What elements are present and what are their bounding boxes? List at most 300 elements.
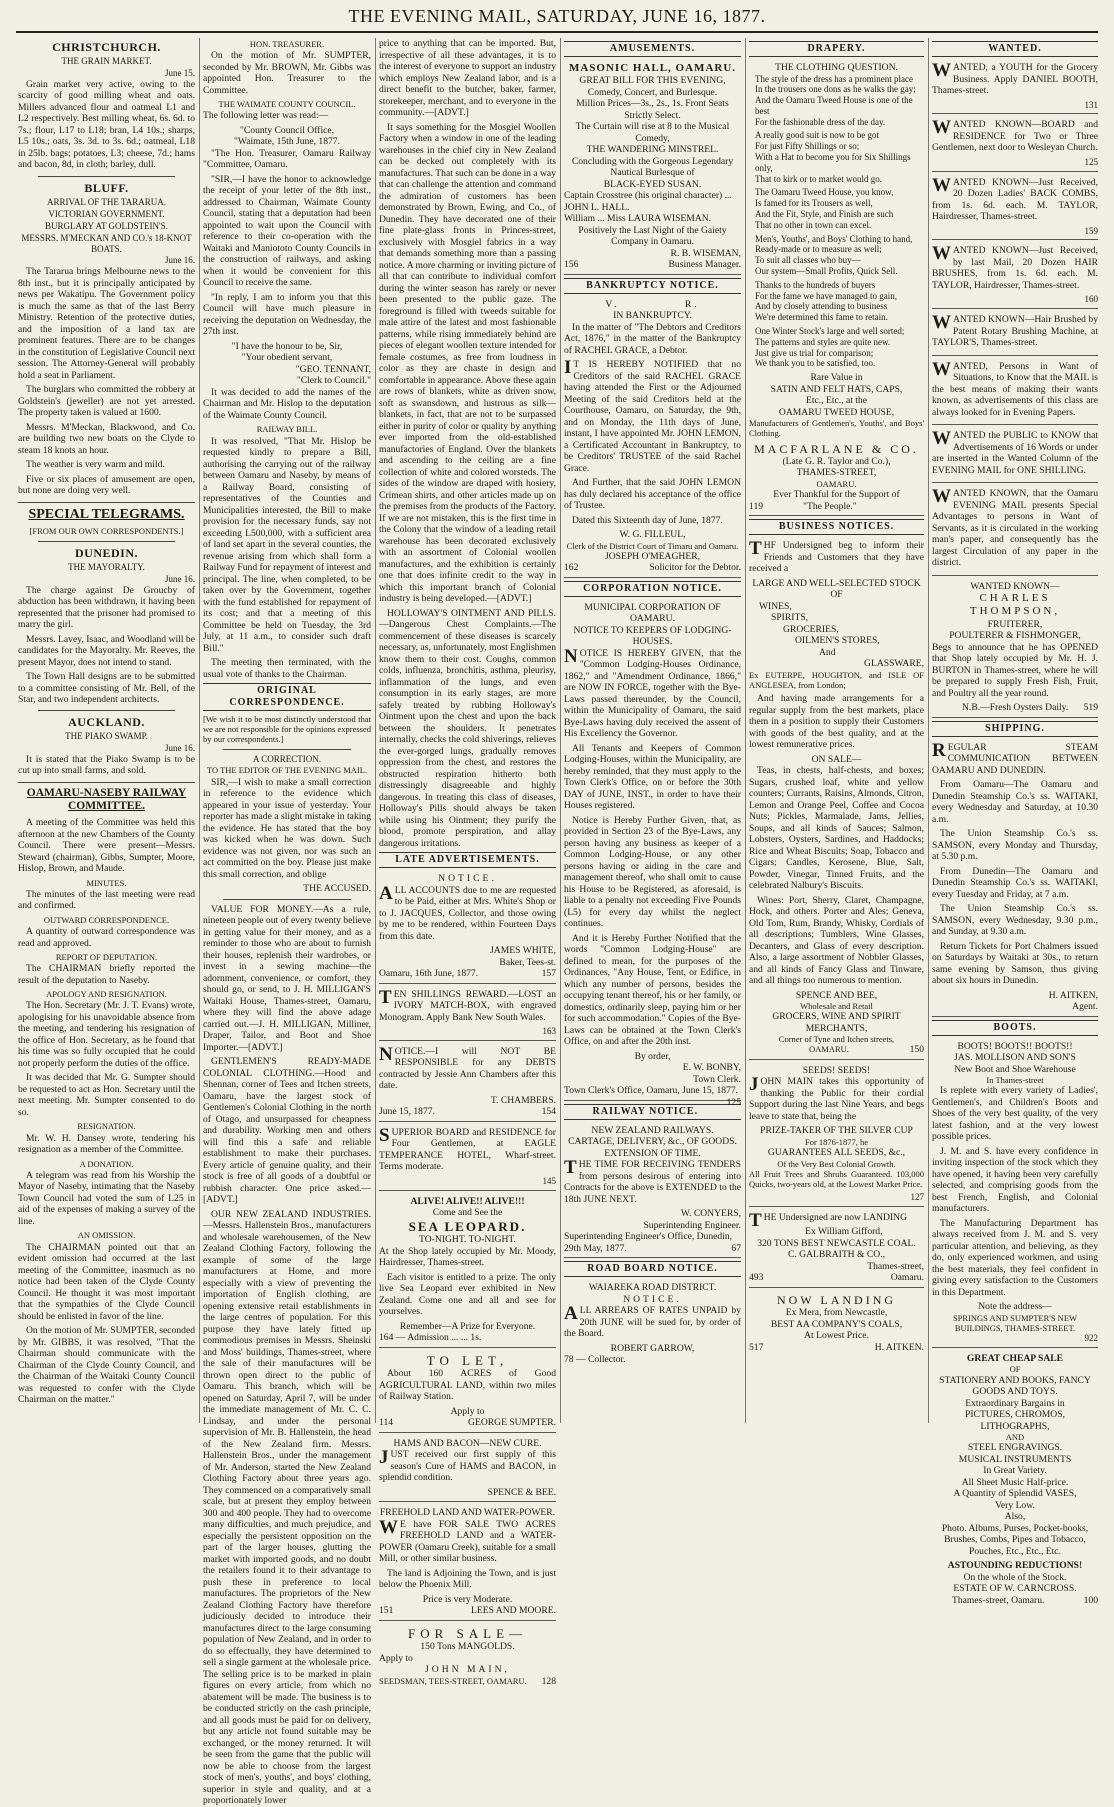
ad-heading: STATIONERY AND BOOKS, FANCY GOODS AND TOYS. (939, 1374, 1091, 1398)
ad-text: The land is Adjoining the Town, and is just below the Phoenix Mill. (379, 1567, 556, 1591)
paragraph: A telegram was read from his Worship the Mayor of Naseby, intimating that the Naseby Town Council had voted the sum of L25 in aid of the expenses of making a survey of the line. (18, 1169, 195, 1227)
column-divider (928, 38, 929, 1423)
ad-heading: HAMS AND BACON—NEW CURE. (393, 1437, 542, 1449)
ad-heading: NOTICE. (623, 1293, 682, 1305)
section-heading: BANKRUPTCY NOTICE. (564, 278, 741, 294)
ad-line: On the whole of the Stock. (963, 1571, 1067, 1583)
ad-signature-row (379, 1676, 556, 1688)
paragraph: The burglars who committed the robbery at Goldstein's (jeweller) are not yet arrested. The property taken is valued at 1600. (18, 384, 195, 419)
ad-date-text: June 15, 1877. (379, 1106, 435, 1118)
ad-signature: Clerk of the District Court of Timaru and Oamaru. (566, 540, 739, 551)
advertisement (749, 1210, 924, 1288)
paragraph: Grain market very active, owing to the scarcity of good milling wheat and oats. Millers advanced flour and oatmeal L1 and L2 respectively. Best milling wheat, 6s. 6d. to 7s.; flour, L17 to L18; bran, L4 10s.; sharps, L5 10s.; oats, 3s. 3d. to 3s. 6d.; oatmeal, L18 in 25lb. bags; potatoes, L3; cheese, 7d.; hams and bacon, 8d, in cloth; barley, dull. (18, 78, 195, 171)
ad-heading: ALIVE! ALIVE!! ALIVE!!! (410, 1195, 525, 1207)
ad-text: At the Shop lately occupied by Mr. Moody, Hairdresser, Thames-street. (379, 1245, 556, 1269)
ad-number: 114 (379, 1417, 394, 1429)
divider (38, 710, 175, 711)
ad-line: Rare Value in (810, 372, 863, 384)
ad-text: The Union Steamship Co.'s ss. SAMSON, every Wednesday, 9.30 p.m., and Sunday, at 9.30 a.m. (932, 903, 1098, 938)
ad-line: GREAT BILL FOR THIS EVENING, (579, 75, 726, 87)
ad-signature-row (379, 1417, 556, 1429)
subheading: ARRIVAL OF THE TARARUA. (47, 197, 166, 208)
ad-heading: BOOTS! BOOTS!! BOOTS!! (957, 1040, 1073, 1052)
paragraph: OUR NEW ZEALAND INDUSTRIES.—Messrs. Hallenstein Bros., manufacturers and wholesale warehousemen, of the New Zealand Clothing Factory, following the example of some of the large manufacturers at Home, and more especially with a view of preventing the importation of English clothing, are opening extensive retail establishments in the large centres of population. For this purpose they have lately fitted up commodious premises in Messrs. Sheinski and Moss' buildings, Thames-street, where the sale of their manufactures will be thrown open direct to the public of Oamaru. This branch, which will be opened on Saturday, April 7, will be under the immediate management of Mr. C. C. Lindsay, and under the personal supervision of Mr. B. Hallenstein, the head of the New Zealand firm. Messrs. Hallenstein Bros., under the management of Mr. Anderson, started the New Zealand Clothing Factory about three years ago. They commenced on a comparatively small scale, but at present they employ between 300 and 400 people. They had to overcome many difficulties, and much prejudice, and especially the persistent opposition on the part of the larger houses, glutting the market with imported goods, and no doubt the retailers found it to their advantage to push these in preference to local manufactures. The proprietors of the New Zealand Clothing Factory have therefore judiciously decided to introduce their manufactures direct to the large consuming population of New Zealand, and in order to do so effectually, they have determined to sell a single garment at the wholesale price. The selling price is to be marked in plain figures on every article, from which no abatement will be made. The business is to be conducted strictly on the cash principle, and all goods must be paid for on delivery, but any article not found suitable may be exchanged, or the money returned. It will be seen from the game that the public will now be able to choose from the largest stock of men's, youths', and boys' clothing, superior in style and quality, and at a proportionately lower (203, 1208, 371, 1807)
ad-number: 100 (1083, 1594, 1098, 1606)
ad-text: From Dunedin—The Oamaru and Dunedin Steamship Co.'s ss. WAITAKI, every Tuesday and Friday, at 7 a.m. (932, 865, 1098, 900)
poem-line: And the Oamaru Tweed House is one of the best (755, 95, 913, 116)
ad-line: WANTED KNOWN— (970, 580, 1060, 592)
subheading: BURGLARY AT GOLDSTEIN'S. (45, 220, 168, 231)
ad-heading: CHARLES THOMPSON, (969, 592, 1061, 618)
ad-heading: EXTENSION OF TIME. (604, 1147, 701, 1159)
column-5 (749, 38, 924, 1423)
ad-line: THE WANDERING MINSTREL. (586, 144, 719, 156)
ad-line: Ever Thankful for the Support of (773, 489, 900, 501)
ad-signature: T. CHAMBERS. (490, 1094, 556, 1106)
ad-text: WE have FOR SALE TWO ACRES FREEHOLD LAND and a WATER-POWER (Oamaru Creek), suitable for a small Mill, or other similar business. (379, 1516, 556, 1565)
advertisement (932, 243, 1098, 309)
divider (223, 749, 351, 750)
paragraph: price to anything that can be imported. But, irrespective of all these advantages, it is to the interest of everyone to support an industry which employs New Zealand labor, and is a direct benefit to the butcher, baker, farmer, storekeeper, merchant, and to everyone in the community.—[ADVT.] (379, 38, 556, 118)
ad-heading: GUARANTEES ALL SEEDS, &c., (767, 1147, 906, 1159)
ad-signature-row (932, 702, 1098, 714)
ad-date-text: Superintending Engineer's Office, Dunedin, 29th May, 1877. (564, 1231, 733, 1254)
ad-number: 159 (1084, 225, 1098, 236)
letter-line: "I have the honour to be, Sir, (231, 340, 343, 352)
ad-line: For 1876-1877, he (804, 1136, 869, 1147)
ad-text: And having made arrangements for a regular supply from the best markets, place them in a position to supply their Customers with goods of the best quality, and at the lowest remunerative prices. (749, 693, 924, 751)
ad-line: WINES, (759, 600, 792, 612)
paragraph: Mr. W. H. Dansey wrote, tendering his resignation as a member of the Committee. (18, 1132, 195, 1156)
ad-line: Concluding with the Gorgeous Legendary Nautical Burlesque of (571, 155, 734, 179)
ad-text: Dated this Sixteenth day of June, 1877. (572, 514, 723, 526)
ad-heading: 320 TONS BEST NEWCASTLE COAL. (757, 1237, 916, 1249)
ad-signature: E. W. BONBY, (682, 1062, 741, 1074)
ad-line: OAMARU. (816, 478, 857, 489)
poem-line: Just give us trial for comparison; (755, 347, 874, 358)
ad-line: OF (1009, 1364, 1021, 1375)
subheading: APOLOGY AND RESIGNATION. (46, 989, 167, 1000)
place-heading: AUCKLAND. (68, 714, 145, 729)
ad-heading: V. R. (605, 298, 700, 310)
paragraph: It says something for the Mosgiel Woollen Factory when a window in one of the leading warehouses in the chief city in New Zealand can be decked out completely with its manufactures. That such can be done in a way that can challenge the attention and command the admiration of customers has been demonstrated by Brown, Ewing, and Co., of Dunedin. They have decorated one of their fine plate-glass fronts in Princes-street, exclusively with Mosgiel fabrics in a way that demands something more than a passing notice. A more charming or inviting picture of all that can contribute to individual comfort during the winter season has rarely or never been presented to the public gaze. The foreground is filled with tweeds suitable for male attire of the latest and most fashionable patterns, while rising immediately behind are pieces of elegant woollen texture intended for female costumes, as free from loudness in color as they are chaste in design and comfortable in appearance. Above these again are rows of blankets, white as driven snow, soft as swansdown, and lustrous as silk—blankets, in fact, that are not to be surpassed either in purity of color or quality by anything ever imported from the old-established manufactories of England. Over the blankets and ascending to the ceiling are a fine collection of white and colored worsteds. The sides of the window are draped with hosiery, Crimean shirts, and other articles made up on the premises from the products of the Factory. If we are not mistaken, this is the first time in the Colony that the window of a leading retail warehouse has been decorated exclusively with an assortment of Colonial woollen manufactures, and the exhibition is certainly one that does infinite credit to the way in which this important branch of Colonial industry is being developed.—[ADVT.] (379, 121, 556, 604)
paragraph: The minutes of the last meeting were read and confirmed. (18, 888, 195, 912)
dateline: June 16. (165, 255, 195, 266)
column-2 (203, 38, 371, 1807)
advertisement (379, 1624, 556, 1691)
poem-line: We thank you to be satisfied, too. (755, 358, 876, 369)
ad-signature: Solicitor for the Debtor. (649, 562, 741, 574)
ad-text: Wines: Port, Sherry, Claret, Champagne, Hock, and others. Porter and Ales; Geneva, Old Tom, Rum, Brandy, Whisky, Cordials of all descriptions; Tumblers, Wine Glasses, Decanters, and Glass of every description. Also, a large assortment of Nobbler Glasses, and all kinds of Fancy Glass and Tinware, and all things too numerous to mention. (749, 894, 924, 987)
paragraph: Messrs. Lavey, Isaac, and Woodland will be candidates for the Mayoralty. Mr. Reeves, the present Mayor, does not intend to stand. (18, 633, 195, 668)
poem-line: And the Fit, Style, and Finish are such (755, 209, 894, 220)
ad-line: In Thames-street (986, 1075, 1044, 1086)
subheading: RAILWAY BILL. (256, 424, 318, 435)
byline: [FROM OUR OWN CORRESPONDENTS.] (29, 526, 184, 537)
ad-line: By order, (634, 1050, 671, 1062)
ad-number: 125 (726, 1096, 741, 1108)
ad-signature: GEORGE SUMPTER. (468, 1417, 556, 1429)
ad-address: SEEDSMAN, TEES-STREET, OAMARU. (379, 1675, 527, 1686)
ad-number: 125 (1084, 156, 1098, 167)
ad-text: IT IS HEREBY NOTIFIED that no Creditors of the said RACHEL GRACE having attended the First or the Adjourned Meeting of the said Creditors held at the Courthouse, Oamaru, on Saturday, the 9th, and on Monday, the 11th days of June, instant, I have appointed Mr. JOHN LEMON, a Certificated Accountant in Bankruptcy, to be Creditors' TRUSTEE of the said Rachel Grace. (564, 357, 741, 474)
letter-line: "The Hon. Treasurer, Oamaru Railway "Committee, Oamaru. (203, 147, 371, 171)
poem-line: Our system—Small Profits, Quick Sell. (755, 266, 898, 277)
section-heading: WANTED. (932, 41, 1098, 57)
ad-line: Very Low. (995, 1499, 1035, 1511)
ad-line: Extraordinary Bargains in (965, 1397, 1065, 1409)
ad-signature: R. B. WISEMAN, (670, 247, 741, 259)
ad-signature: C. GALBRAITH & CO., (787, 1249, 885, 1261)
ad-number: 163 (542, 1026, 556, 1036)
section-heading: SHIPPING. (932, 721, 1098, 737)
ad-line: BLACK-EYED SUSAN. (603, 178, 702, 190)
ad-line: POULTERER & FISHMONGER, (949, 630, 1081, 642)
ad-line: Comedy, Concert, and Burlesque. (587, 86, 718, 98)
ad-signature: Business Manager. (668, 259, 741, 271)
ad-text: Photo. Albums, Purses, Pocket-books, Brushes, Combs, Pipes and Tobacco, Pouches, Etc., Etc., Etc. (941, 1522, 1089, 1557)
letter-line: "Waimate, 15th June, 1877. (234, 136, 340, 148)
ad-line: OAMARU. (809, 1044, 849, 1055)
ad-heading: WAIAREKA ROAD DISTRICT. (588, 1282, 717, 1294)
paragraph: Five or six places of amusement are open, but none are doing very well. (18, 473, 195, 497)
ad-line: FRUITERER, (987, 618, 1043, 630)
column-divider (375, 38, 376, 1423)
ad-number: 493 (749, 1272, 764, 1284)
ad-heading: FOR SALE— (407, 1625, 528, 1641)
ad-number: 131 (1084, 99, 1098, 110)
ad-signature: W. G. FILLEUL, (619, 529, 686, 541)
dateline: June 15. (165, 68, 195, 79)
ad-signature-row (932, 1595, 1098, 1607)
poem-line: For the fashionable dress of the day. (755, 116, 886, 127)
paragraph: VALUE FOR MONEY.—As a rule, nineteen people out of every twenty believe in getting value for their money, and as a reminder to those who are about to furnish their houses, replenish their wardrobes, or invest in a sewing machine—the adornment, convenience, or comfort, they should go, or send, to J. H. MILLIGAN'S Waitaki House, Thames-street, Oamaru, where they will find the above adage carried out.—J. H. MILLIGAN, Milliner, Draper, Tailor, and Boot and Shoe Importer.—[ADVT.] (203, 903, 371, 1053)
ad-signature: LEES AND MOORE. (470, 1605, 556, 1617)
advertisement (932, 117, 1098, 171)
advertisement (564, 1123, 741, 1259)
ad-text: In the matter of "The Debtors and Creditors Act, 1876," in the matter of the Bankruptcy of RACHEL GRACE, a Debtor. (564, 321, 741, 356)
ad-text: JUST received our first supply of this season's Cure of HAMS and BACON, in splendid condition. (379, 1447, 556, 1484)
christchurch-section (18, 40, 195, 171)
ad-line: OILMEN'S STORES, (795, 635, 880, 647)
ad-text: Return Tickets for Port Chalmers issued on Saturdays by Waitaki at 30s., to return same evening by Samson, thus giving about six hours in Dunedin. (932, 940, 1098, 987)
letter-line: "Your obedient servant, (241, 352, 333, 364)
ad-line: Apply to (379, 1652, 413, 1664)
paragraph: The Town Hall designs are to be submitted to a committee consisting of Mr. Bell, of the Star, and two independent architects. (18, 671, 195, 706)
ad-signature: JAMES WHITE, (490, 945, 556, 956)
ad-text: THF Undersigned beg to inform their Friends and Customers that they have received a (749, 538, 924, 575)
poem-line: A really good suit is now to be got (755, 130, 879, 141)
ad-line: Ex William Gifford, (805, 1226, 883, 1238)
ad-signature: H. AITKEN. (874, 1341, 924, 1353)
ad-line: Remember—A Prize for Everyone. (399, 1320, 536, 1332)
ad-text: WANTED, Persons in Want of Situations, to Know that the MAIL is the best means of making their wants known, as advertisements of this class are always looked for in Evening Papers. (932, 358, 1098, 418)
ad-line: At Lowest Price. (804, 1330, 869, 1342)
advertisement (932, 740, 1098, 1017)
ad-number: 157 (541, 968, 556, 979)
place-heading: DUNEDIN. (74, 545, 138, 560)
ad-text: WANTED KNOWN, that the Oamaru EVENING MAIL presents Special Advantages to persons in Want of Servants, as it is circulated in the working man's paper, and consequently has the largest Circulation of any paper in the district. (932, 486, 1098, 569)
advertisement (749, 1291, 924, 1356)
subheading: THE GRAIN MARKET. (61, 56, 152, 67)
ad-text: WANTED KNOWN—BOARD and RESIDENCE for Two or Three Gentlemen, next door to Wesleyan Church. (932, 117, 1098, 154)
advertisement (932, 359, 1098, 426)
paragraph: HOLLOWAY'S OINTMENT AND PILLS.—Dangerous Chest Complaints.—The commencement of these diseases is scarcely necessary, as, unfortunately, most Englishmen know them to their cost. Coughs, common colds, influenza, bronchitis, asthma, pleurisy, inflammation of the lungs, and even consumption in its early stages, are more safely treated by rubbing Holloway's Ointment upon the chest and upon the back between the shoulders. It penetrates internally, checks the cold shiverings, relieves the ever-gorged lungs, gradually removes oppression from the chest, and restores the obstructed respiration hitherto both distressingly disagreeable and highly dangerous. In treating this class of diseases, Holloway's Pills should always be taken while using his Ointment; they purify the blood, promote perspiration, and allay dangerous irritations. (379, 607, 556, 849)
ad-line: New Boot and Shoe Warehouse (954, 1063, 1076, 1075)
ad-text: WANTED, a YOUTH for the Grocery Business. Apply DANIEL BOOTH, Thames-street. (932, 60, 1098, 96)
ad-line: TO-NIGHT. TO-NIGHT. (419, 1234, 516, 1246)
ad-heading: JAS. MOLLISON AND SON'S (954, 1052, 1076, 1064)
ad-number: 517 (749, 1341, 764, 1353)
poem-line: Ready-made or to measure as well; (755, 244, 882, 255)
place-heading: BLUFF. (84, 180, 129, 195)
poem-line: Is famed for its Trousers as well, (755, 198, 873, 209)
poem-line: In the trousers one dons as he walks the gay; (755, 84, 916, 95)
ad-line: Ex Mera, from Newcastle, (785, 1307, 888, 1319)
ad-heading: ASTOUNDING REDUCTIONS! (947, 1560, 1083, 1572)
ad-number: 519 (1083, 702, 1098, 714)
column-1 (18, 38, 195, 1423)
subheading: THE MAYORALTY. (68, 562, 145, 573)
poem-line: That no other in town can excel. (755, 219, 872, 230)
ad-text: TEN SHILLINGS REWARD.—LOST an IVORY MATCH-BOX, with engraved Monogram. Apply Bank New South Wales. (379, 986, 556, 1023)
ad-text: Notice is Hereby Further Given, that, as provided in Section 23 of the Bye-Laws, any person having any business as keeper of a Common Lodging-House, or any other persons having or aiding in the care and management thereof, who shall omit to cause his House to be Registered, as aforesaid, is liable to a penalty not exceeding Five Pounds (L5) for every day whilst the neglect continues. (564, 814, 741, 930)
ad-line: Corner of Tyne and Itchen streets, (778, 1034, 895, 1045)
paragraph: The following letter was read:— (203, 110, 329, 122)
column-divider (745, 38, 746, 1423)
ad-text: All Fruit Trees and Shrubs Guaranteed. 103,000 Quicks, two-years old, at the Lowest Market Price. (749, 1168, 924, 1189)
advertisement (379, 987, 556, 1041)
subheading: RESIGNATION. (77, 1121, 136, 1132)
ad-number: 145 (542, 1175, 556, 1186)
ad-line: All Sheet Music Half-price. (961, 1476, 1069, 1488)
letter-line: "Clerk to Council." (296, 375, 371, 387)
paragraph: The meeting then terminated, with the usual vote of thanks to the Chairman. (203, 657, 371, 680)
advertisement (379, 1505, 556, 1621)
ad-signature: Superintending Engineer. (643, 1219, 741, 1231)
railway-committee-section (18, 787, 195, 1406)
poem-line: To suit all classes who buy— (755, 255, 861, 266)
advertisement (749, 1063, 924, 1207)
ad-heading: GREAT CHEAP SALE (966, 1352, 1064, 1364)
ad-line: Of the Very Best Colonial Growth. (777, 1158, 896, 1169)
paragraph: It was decided to add the names of the Chairman and Mr. Hislop to the deputation of the Waimate County Council. (203, 386, 371, 421)
ad-heading: THE CLOTHING QUESTION. (775, 62, 898, 73)
ad-number: 160 (1084, 294, 1098, 305)
ad-line: GLASSWARE, (864, 658, 924, 670)
advertisement (379, 871, 556, 984)
paragraph: A quantity of outward correspondence was read and approved. (18, 926, 195, 949)
ad-line: SPRINGS AND SUMPTER'S NEW BUILDINGS, THAMES-STREET. (952, 1312, 1078, 1333)
divider (18, 502, 195, 503)
place-heading: CHRISTCHURCH. (52, 40, 161, 54)
ad-line: Million Prices—3s., 2s., 1s. Front Seats Strictly Select. (576, 98, 729, 121)
poem-line: The Oamaru Tweed House, you know, (755, 187, 894, 198)
ad-signature: JOHN MAIN, (425, 1664, 510, 1676)
column-divider (199, 38, 200, 1423)
ad-number: 154 (541, 1106, 556, 1118)
paragraph: "SIR,—I have the honor to acknowledge the receipt of your letter of the 8th inst., addressed to Chairman, Waimate County Council, stating that a deputation had been appointed to wait upon the Council with reference to their co-operation with the Waitaki and Maniototo County Councils in the construction of railways, and asking when it would be convenient for this Council to receive the same. (203, 173, 371, 289)
advertisement (379, 1194, 556, 1348)
ad-heading: SATIN AND FELT HATS, CAPS, (770, 383, 903, 395)
section-heading: OAMARU-NASEBY RAILWAY COMMITTEE. (26, 786, 187, 813)
ad-line: Etc., Etc., at the (805, 395, 867, 407)
advertisement (932, 1351, 1098, 1609)
subheading: A CORRECTION. (252, 753, 321, 764)
advertisement (379, 1044, 556, 1122)
ad-number: 922 (1084, 1333, 1098, 1344)
ad-line: Positively the Last Night of the Gaiety Company in Oamaru. (578, 224, 727, 248)
poem-line: We're determined this fame to retain. (755, 312, 888, 323)
ad-line: William ... Miss LAURA WISEMAN. (564, 213, 712, 225)
advertisement (932, 486, 1098, 576)
advertisement (379, 1436, 556, 1503)
ad-line: In Great Variety. (983, 1465, 1047, 1477)
paragraph: The Tararua brings Melbourne news to the 8th inst., but it is principally anticipated by news per Wakatipu. The Government policy is much the same as that of the last Berry Ministry. Retention of the protective duties, and the imposition of a land tax are prominent features. There are to be changes in the constitution of Legislative Council next session. The Attorney-General will probably hold a seat in Parliament. (18, 266, 195, 381)
ad-text: And it is Hereby Further Notified that the words "Common Lodging-House" are defined to mean, for the purposes of the Ordinances, "Any House, Tent, or Edifice, in which any number of persons, besides the occupying tenant thereof, his or her family, or domestics, ordinarily sleep, paying him or her for such accommodation." Copies of the Bye-Laws can be obtained at the Town Clerk's Office, on and after the 20th inst. (564, 932, 741, 1048)
ad-text: The Manufacturing Department has always received from J. M. and S. very particular attention, and believing, as they do, only experienced workmen, and using the best materials, they feel confident in giving every satisfaction to the Customers in this Department. (932, 1217, 1098, 1298)
poem-line: For the fame we have managed to gain, (755, 290, 897, 301)
ad-heading: ON SALE— (811, 753, 862, 765)
ad-line: 164 — Admission ... ... 1s. (379, 1332, 482, 1344)
section-heading: LATE ADVERTISEMENTS. (379, 852, 556, 868)
ad-date-text: Oamaru, 16th June, 1877. (379, 968, 479, 979)
dateline: June 16. (165, 742, 195, 753)
advertisement (932, 312, 1098, 356)
paragraph: Messrs. M'Meckan, Blackwood, and Co. are building two new boats on the Clyde to steam 18 knots an hour. (18, 421, 195, 456)
poem-line: And by closely attending to business (755, 301, 888, 312)
poem-line: With a Hat to become you for Six Shillings only, (755, 152, 911, 173)
bluff-section (18, 181, 195, 497)
ad-number: 127 (910, 1192, 924, 1203)
subheading: HON. TREASURER. (249, 39, 325, 49)
advertisement (749, 538, 924, 1060)
paragraph: GENTLEMEN'S READY-MADE COLONIAL CLOTHING.—Hood and Shennan, corner of Tees and Itchen streets, Oamaru, have the largest stock of Gentlemen's Colonial Clothing in the north of Otago, and unsurpassed for cheapness and durability. Working men and others will find this a safe and reliable establishment to make their purchases. Every article of genuine quality, and their stock is free of all goods of a doubtful or rubbish character. One price asked.—[ADVT.] (203, 1056, 371, 1206)
advertisement (379, 1351, 556, 1433)
subheading: THE WAIMATE COUNTY COUNCIL. (218, 99, 356, 110)
ad-line: Also, (1004, 1511, 1026, 1523)
poem-line: For just Fifty Shillings or so; (755, 141, 860, 152)
ad-text: WANTED KNOWN—Hair Brushed by Patent Rotary Brushing Machine, at TAYLOR'S, Thames-street. (932, 312, 1098, 349)
ad-line: Thames-street, (867, 1260, 924, 1272)
ad-heading: MACFARLANE & CO. (754, 441, 919, 456)
ad-line: And (819, 646, 836, 658)
subheading: MINUTES. (86, 877, 127, 888)
ad-heading: SPENCE AND BEE, (795, 989, 878, 1001)
ad-text: THE TIME FOR RECEIVING TENDERS from persons desirous of entering into Contracts for the above is EXTENDED to the 18th JUNE NEXT. (564, 1157, 741, 1205)
ad-heading: LARGE AND WELL-SELECTED STOCK OF (752, 577, 921, 601)
ad-heading: TO LET, (426, 1352, 509, 1368)
section-heading: ORIGINAL CORRESPONDENCE. (203, 683, 371, 711)
paragraph: "In reply, I am to inform you that this Council will have much pleasure in receiving the deputation on Wednesday, the 27th inst. (203, 291, 371, 338)
ad-signature: Town Clerk. (693, 1073, 741, 1085)
poem-line: Thanks to the hundreds of buyers (755, 279, 876, 290)
paragraph: The weather is very warm and mild. (26, 459, 165, 471)
paragraph: It is stated that the Piako Swamp is to be cut up into small farms, and sold. (18, 753, 195, 777)
ad-text: Begs to announce that he has OPENED that Shop lately occupied by Mr. H. J. BURTON in Thames-street, where he will be prepared to supply Fresh Fish, Fruit, and Poultry all the year round. (932, 641, 1098, 699)
advertisement (564, 60, 741, 275)
ad-number: 128 (541, 1675, 556, 1687)
ad-heading: NOTICE TO KEEPERS OF LODGING-HOUSES. (573, 624, 732, 648)
ad-heading: GROCERS, WINE AND SPIRIT MERCHANTS, (772, 1011, 901, 1034)
column-3 (379, 38, 556, 1687)
ad-signature-row (564, 259, 741, 271)
ad-heading: BEST AA COMPANY'S COALS, (770, 1318, 903, 1330)
ad-text: Each visitor is entitled to a prize. The only live Sea Leopard ever exhibited in New Zealand. Come one and all and see for yourselves. (379, 1271, 556, 1318)
ad-heading: PICTURES, CHROMOS, LITHOGRAPHS, (965, 1409, 1065, 1432)
ad-heading: MUSICAL INSTRUMENTS (958, 1453, 1072, 1465)
ad-text: NOTICE IS HEREBY GIVEN, that the "Common Lodging-Houses Ordinance, 1862," and "Amendment Ordinance, 1866," are NOW IN FORCE, together with the Bye-Laws passed thereunder, by the Council, within the Municipality of Oamaru, the said Bye-Laws having duly received the assent of His Excellency the Governor. (564, 645, 741, 740)
ad-signature: H. AITKEN, (1048, 989, 1098, 1001)
ad-text: Manufacturers of Gentlemen's, Youths', and Boys' Clothing. (749, 418, 924, 439)
ad-text: From Oamaru—The Oamaru and Dunedin Steamship Co.'s ss. WAITAKI, every Wednesday and Saturday, at 10.30 a.m. (932, 779, 1098, 825)
section-heading: ROAD BOARD NOTICE. (564, 1261, 741, 1277)
ad-text: WANTED the PUBLIC to KNOW that Advertisements of 16 Words or under are inserted in the Wanted Column of the EVENING MAIL for ONE SHILLING. (932, 428, 1098, 476)
ad-line: SPIRITS, (771, 612, 809, 624)
paragraph: It was resolved, "That Mr. Hislop be requested kindly to prepare a Bill, authorising the carrying out of the railway between Oamaru and Naseby, by means of a Railway Board, consisting of representatives of the Counties and Municipalities interested, the Bill to make provision for the necessary funds, say not exceeding L500,000, with a sufficient area of land set apart in the several counties, the revenue arising from which shall form a Railway Fund for repayment of interest and principal. The line, when completed, to be taken over by the Government, together with the fund established for repayment of its cost; and that a meeting of this Committee be held on Tuesday, the 3rd July, at 11 a.m., to consider such draft Bill." (203, 435, 371, 654)
ad-heading: CARTAGE, DELIVERY, &c., OF GOODS. (568, 1136, 737, 1148)
ad-signature-row (564, 562, 741, 574)
column-divider (560, 38, 561, 1423)
advertisement (564, 297, 741, 578)
masthead-title: THE EVENING MAIL, SATURDAY, JUNE 16, 1877. (348, 6, 766, 26)
ad-line: Captain Crosstree (his original character) ... JOHN L. HALL. (564, 190, 732, 213)
ad-heading: MASONIC HALL, OAMARU. (568, 62, 737, 74)
ad-heading: PRIZE-TAKER OF THE SILVER CUP (760, 1125, 913, 1137)
ad-text: SUPERIOR BOARD and RESIDENCE for Four Gentlemen, at EAGLE TEMPERANCE HOTEL, Wharf-street. Terms moderate. (379, 1124, 556, 1173)
section-heading: CORPORATION NOTICE. (564, 581, 741, 597)
ad-line: Apply to (450, 1405, 485, 1417)
paragraph: It was decided that Mr. G. Sumpter should be requested to act as Hon. Secretary until the next meeting. Mr. Sumpter consented to do so. (18, 1072, 195, 1118)
ad-text: ALL ARREARS OF RATES UNPAID by 20th JUNE will be sued for, by order of the Board. (564, 1303, 741, 1340)
ad-line: 78 — Collector. (564, 1354, 626, 1366)
ad-text: J. M. and S. have every confidence in inviting inspection of the stock which they have opened, it having been very carefully selected, and comprising goods from the best French, English, and Colonial manufacturers. (932, 1145, 1098, 1215)
ad-line: Note the address— (978, 1301, 1052, 1313)
ad-heading: NOW LANDING (776, 1292, 897, 1307)
ad-signature: JOSEPH O'MEAGHER, (604, 550, 700, 562)
ad-text: REGULAR STEAM COMMUNICATION BETWEEN OAMARU AND DUNEDIN. (932, 739, 1098, 776)
ad-text: WANTED KNOWN—Just Received, by last Mail, 20 Dozen HAIR BRUSHES, from 1s. 6d. each. M. TAYLOR, Hairdresser, Thames-street. (932, 243, 1098, 291)
subheading: REPORT OF DEPUTATION. (55, 952, 158, 963)
ad-text: Ex EUTERPE, HOUGHTON, and ISLE OF ANGLESEA, from London; (749, 669, 924, 690)
advertisement (932, 1039, 1098, 1348)
ad-text: NOTICE.—I will NOT BE RESPONSIBLE for any DEBTS contracted by Jessie Ann Chambers after this date. (379, 1043, 556, 1092)
paragraph: The charge against De Groucby of abduction has been withdrawn, it having been represented that the prisoner had promised to marry the girl. (18, 584, 195, 631)
advertisement (379, 1125, 556, 1191)
ad-signature-row (749, 501, 924, 513)
ad-heading: FREEHOLD LAND AND WATER-POWER. (379, 1507, 556, 1519)
dateline: June 16. (165, 573, 195, 584)
ad-signature: Agent. (1072, 1001, 1098, 1013)
ad-heading: MUNICIPAL CORPORATION OF OAMARU. (584, 601, 721, 625)
advertisement (932, 175, 1098, 241)
column-6 (932, 38, 1098, 1606)
ad-heading: NEW ZEALAND RAILWAYS. (591, 1124, 714, 1136)
ad-heading: STEEL ENGRAVINGS. (967, 1442, 1063, 1454)
ad-signature-row (749, 1342, 924, 1354)
poem (749, 74, 924, 370)
paragraph: On the motion of Mr. SUMPTER, seconded by Mr. BROWN, Mr. Gibbs was appointed Hon. Treasurer to the Committee. (203, 50, 371, 96)
ad-text: ALL ACCOUNTS due to me are requested to be Paid, either at Mrs. White's Shop or to J. JACQUES, Collector, and those owing by me to be rendered, within Fourteen Days from this date. (379, 882, 556, 942)
ad-text: The Union Steamship Co.'s ss. SAMSON, every Monday and Thursday, at 5.30 p.m. (932, 828, 1098, 863)
paragraph: A meeting of the Committee was held this afternoon at the new Chambers of the County Council. There were present—Messrs. Steward (chairman), Gibbs, Sumpter, Moore, Hislop, Brown, and Maude. (18, 817, 195, 875)
poem-line: That to kirk or to market would go. (755, 173, 882, 184)
ad-text: Is replete with every variety of Ladies', Gentlemen's, and Children's Boots and Shoes of the very best quality, of the very latest fashion, and at the very lowest possible prices. (932, 1085, 1098, 1143)
divider (18, 782, 195, 783)
poem-line: Men's, Youths', and Boys' Clothing to hand, (755, 233, 913, 244)
ad-number: 162 (564, 562, 579, 574)
ad-line: Come and See the (432, 1207, 503, 1219)
